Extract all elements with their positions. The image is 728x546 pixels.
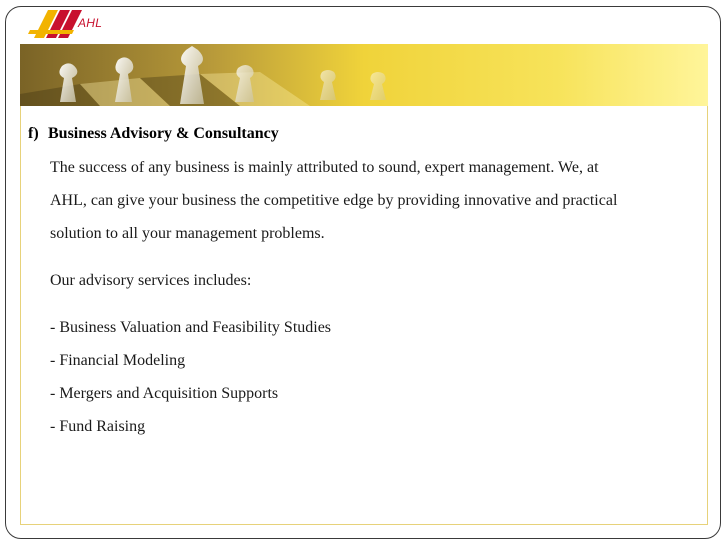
- service-item: - Business Valuation and Feasibility Studies: [50, 319, 332, 336]
- intro-line-3: solution to all your management problems.: [50, 225, 325, 242]
- logo-text: AHL: [78, 16, 103, 30]
- service-item: - Fund Raising: [50, 418, 146, 435]
- intro-line-1: The success of any business is mainly attributed to sound, expert management. We, at: [50, 159, 599, 176]
- service-item: - Financial Modeling: [50, 352, 186, 369]
- services-heading: Our advisory services includes:: [50, 272, 252, 289]
- section-title: Business Advisory & Consultancy: [48, 125, 279, 142]
- section-heading: [28, 125, 279, 143]
- intro-line-2: AHL, can give your business the competitive edge by providing innovative and practical: [50, 192, 618, 209]
- service-item: - Mergers and Acquisition Supports: [50, 385, 279, 402]
- section-marker: f): [28, 125, 39, 142]
- chess-pieces-banner-image: [20, 44, 708, 106]
